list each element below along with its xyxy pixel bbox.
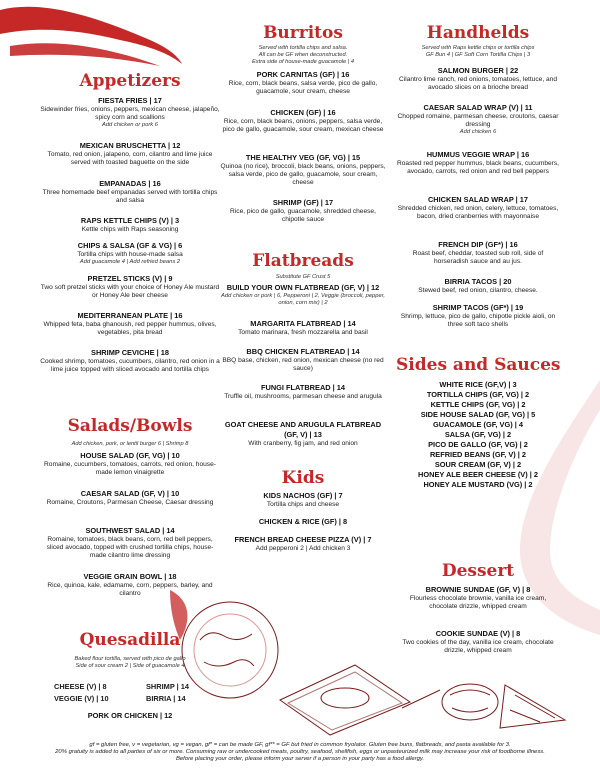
side-item: SALSA (GF, VG) | 2	[444, 430, 512, 439]
item-addon: Add chicken 6	[459, 129, 497, 136]
side-item: GUACAMOLE (GF, VG) | 4	[433, 420, 523, 429]
menu-item	[396, 277, 560, 295]
menu-item	[218, 108, 388, 134]
item-description: Roast beef, cheddar, toasted sub roll, side of horseradish sauce and au jus.	[412, 250, 544, 266]
item-description: Flourless chocolate brownie, vanilla ice cream, chocolate drizzle, whipped cream	[409, 595, 547, 611]
menu-item	[218, 535, 388, 553]
menu-item	[40, 451, 220, 477]
item-description: Tomato, red onion, jalapeno, corn, cilantro and lime juice served with toasted baguette on the side	[47, 151, 213, 167]
menu-item	[218, 420, 388, 448]
quesadilla-heading: Quesadilla	[79, 630, 181, 650]
item-description: Add pepperoni 2 | Add chicken 3	[255, 545, 351, 552]
item-description: Quinoa (no rice), broccoli, black beans, onions, peppers, salsa verde, pico de gallo, guacamole, sour cream, cheese	[220, 163, 386, 187]
item-addon: Add chicken or pork 6	[101, 122, 159, 129]
dessert-heading: Dessert	[441, 561, 515, 581]
item-name: BUILD YOUR OWN FLATBREAD (GF, V) | 12	[226, 283, 380, 292]
item-name: KIDS NACHOS (GF) | 7	[263, 491, 343, 500]
menu-item: CHEESE (V) | 8	[54, 682, 107, 691]
item-name: HUMMUS VEGGIE WRAP | 16	[426, 150, 530, 159]
menu-item	[40, 526, 220, 561]
menu-item	[396, 103, 560, 136]
menu-item	[40, 572, 220, 598]
food-illustrations	[170, 590, 590, 740]
dietary-legend: gf = gluten free, v = vegetarian, vg = vegan, gf* = can be made GF, gf** = GF but fried in common fryolator. Gluten free buns, flatbreads, and pasta available for 3.	[89, 742, 511, 748]
item-description: Truffle oil, mushrooms, parmesan cheese and arugula	[224, 393, 382, 400]
item-description: Whipped feta, baba ghanoush, red pepper hummus, olives, vegetables, pita bread	[43, 321, 217, 337]
menu-item	[396, 585, 560, 611]
item-name: CHIPS & SALSA (GF & VG) | 6	[77, 241, 183, 250]
item-name: FIESTA FRIES | 17	[98, 96, 162, 105]
menu-item	[396, 66, 560, 92]
side-item: SIDE HOUSE SALAD (GF, VG) | 5	[420, 410, 536, 419]
appetizers-heading: Appetizers	[79, 71, 181, 91]
menu-item: BIRRIA | 14	[146, 694, 186, 703]
item-name: PRETZEL STICKS (V) | 9	[87, 274, 173, 283]
menu-item	[218, 319, 388, 337]
item-name: GOAT CHEESE AND ARUGULA FLATBREAD (GF, V) | 13	[224, 420, 382, 439]
item-name: BROWNIE SUNDAE (GF, V) | 8	[425, 585, 531, 594]
item-description: Romaine, Croutons, Parmesan Cheese, Caesar dressing	[46, 499, 214, 506]
quesadilla-note-1: Baked flour tortilla, served with pico de gallo	[74, 656, 186, 662]
brush-swash-top-left	[0, 0, 190, 80]
item-name: FRENCH DIP (GF*) | 16	[438, 240, 518, 249]
menu-item: PORK OR CHICKEN | 12	[87, 711, 173, 720]
item-name: MEXICAN BRUSCHETTA | 12	[79, 141, 181, 150]
item-description: Rice, pico de gallo, guacamole, shredded cheese, chipotle sauce	[230, 208, 376, 224]
item-name: SALMON BURGER | 22	[437, 66, 519, 75]
menu-item	[396, 629, 560, 655]
menu-item	[218, 347, 388, 373]
item-addon: Add guacamole 4 | Add refried beans 2	[79, 259, 181, 266]
handhelds-note-1: Served with Raps kettle chips or tortilla chips	[421, 45, 535, 51]
menu-item	[40, 348, 220, 374]
item-name: BBQ CHICKEN FLATBREAD | 14	[246, 347, 360, 356]
side-item: KETTLE CHIPS (GF, VG) | 2	[430, 400, 526, 409]
item-description: Shrimp, lettuce, pico de gallo, chipotle pickle aioli, on three soft taco shells	[400, 313, 556, 329]
item-description: Chopped romaine, parmesan cheese, croutons, caesar dressing	[397, 113, 559, 129]
side-item: WHITE RICE (GF,V) | 3	[439, 380, 517, 389]
item-name: VEGGIE GRAIN BOWL | 18	[83, 572, 177, 581]
menu-item	[396, 303, 560, 329]
item-name: COOKIE SUNDAE (V) | 8	[435, 629, 521, 638]
menu-item	[396, 195, 560, 221]
menu-item	[40, 311, 220, 337]
menu-item	[40, 179, 220, 205]
item-name: FUNGI FLATBREAD | 14	[260, 383, 346, 392]
allergy-notice: Before placing your order, please inform your server if a person in your party has a food allergy.	[175, 756, 425, 763]
item-description: Tortilla chips and cheese	[266, 501, 340, 508]
item-description: Rice, corn, black beans, salsa verde, pico de gallo, guacamole, sour cream, cheese	[228, 80, 378, 96]
menu-item	[40, 489, 220, 507]
menu-item	[40, 216, 220, 234]
item-description: Roasted red pepper hummus, black beans, cucumbers, avocado, carrots, red onion and red bell peppers	[397, 160, 559, 176]
item-description: Romaine, cucumbers, tomatoes, carrots, red onion, house-made lemon vinaigrette	[44, 461, 216, 477]
item-name: PORK CARNITAS (GF) | 16	[256, 70, 350, 79]
item-name: EMPANADAS | 16	[99, 179, 161, 188]
kids-heading: Kids	[281, 468, 325, 488]
item-name: MEDITERRANEAN PLATE | 16	[77, 311, 183, 320]
item-description: Kettle chips with Raps seasoning	[81, 226, 179, 233]
item-description: Rice, quinoa, kale, edamame, corn, peppers, barley, and cilantro	[47, 582, 213, 598]
burritos-heading: Burritos	[263, 23, 343, 43]
footer-notes	[12, 742, 588, 764]
menu-item: SHRIMP | 14	[146, 682, 190, 691]
item-description: Two soft pretzel sticks with your choice of Honey Ale mustard or Honey Ale beer cheese	[40, 284, 220, 300]
item-name: SHRIMP (GF) | 17	[272, 198, 334, 207]
item-name: SOUTHWEST SALAD | 14	[85, 526, 175, 535]
side-item: SOUR CREAM (GF, V) | 2	[434, 460, 522, 469]
menu-item	[396, 240, 560, 266]
side-item: PICO DE GALLO (GF, VG) | 2	[428, 440, 528, 449]
item-name: RAPS KETTLE CHIPS (V) | 3	[80, 216, 180, 225]
menu-item	[40, 241, 220, 266]
item-name: CAESAR SALAD WRAP (V) | 11	[423, 103, 533, 112]
item-name: CHICKEN (GF) | 16	[270, 108, 336, 117]
item-name: MARGARITA FLATBREAD | 14	[250, 319, 356, 328]
menu-item	[40, 96, 220, 129]
item-description: Tomato marinara, fresh mozzarella and basil	[238, 329, 368, 336]
quesadilla-note-2: Side of sour cream 2 | Side of guacamole 4	[75, 663, 185, 669]
quesadilla-list-left	[54, 681, 109, 705]
item-description: Tortilla chips with house-made salsa	[77, 251, 183, 258]
item-description: With cranberry, fig jam, and red onion	[248, 440, 358, 447]
item-description: BBQ base, chicken, red onion, mexican cheese (no red sauce)	[222, 357, 384, 373]
item-addon: Add chicken or pork | 6, Pepperoni | 2, Veggie (broccoli, pepper, onion, corn mix) | 2	[221, 293, 385, 306]
flatbreads-note: Substitute GF Crust 5	[275, 274, 331, 280]
item-name: CAESAR SALAD (GF, V) | 10	[80, 489, 180, 498]
sides-list	[396, 380, 560, 490]
menu-item	[40, 274, 220, 300]
menu-item	[218, 383, 388, 401]
item-name: HOUSE SALAD (GF, VG) | 10	[80, 451, 180, 460]
item-name: SHRIMP CEVICHE | 18	[91, 348, 169, 357]
item-description: Romaine, tomatoes, black beans, corn, red bell peppers, sliced avocado, topped with crushed tortilla chips, house-made cilantro lime dressing	[46, 536, 214, 560]
salads-heading: Salads/Bowls	[67, 416, 193, 436]
item-description: Shredded chicken, red onion, celery, lettuce, tomatoes, bacon, dried cranberries with mayonnaise	[397, 205, 559, 221]
sides-heading: Sides and Sauces	[396, 355, 561, 375]
side-item: REFRIED BEANS (GF, V) | 2	[429, 450, 527, 459]
burritos-note-3: Extra side of house-made guacamole | 4	[251, 59, 354, 65]
handhelds-heading: Handhelds	[426, 23, 530, 43]
item-description: Three homemade beef empanadas served with tortilla chips and salsa	[42, 189, 218, 205]
menu-item	[218, 491, 388, 509]
burritos-note-1: Served with tortilla chips and salsa.	[258, 45, 348, 51]
flatbreads-heading: Flatbreads	[252, 251, 354, 271]
side-item: HONEY ALE BEER CHEESE (V) | 2	[418, 470, 538, 479]
item-name: FRENCH BREAD CHEESE PIZZA (V) | 7	[234, 535, 372, 544]
menu-item	[218, 517, 388, 527]
menu-item	[218, 153, 388, 188]
side-item: TORTILLA CHIPS (GF, VG) | 2	[426, 390, 530, 399]
menu-item: VEGGIE (V) | 10	[54, 694, 109, 703]
menu-item	[396, 150, 560, 176]
quesadilla-list-right	[146, 681, 189, 705]
side-item: HONEY ALE MUSTARD (VG) | 2	[423, 480, 533, 489]
item-description: Stewed beef, red onion, cilantro, cheese.	[418, 287, 538, 294]
item-description: Two cookies of the day, vanilla ice cream, chocolate drizzle, whipped cream	[402, 639, 554, 655]
item-name: SHRIMP TACOS (GF*) | 19	[432, 303, 524, 312]
item-name: THE HEALTHY VEG (GF, VG) | 15	[245, 153, 361, 162]
item-name: CHICKEN & RICE (GF) | 8	[258, 517, 348, 526]
item-description: Cooked shrimp, tomatoes, cucumbers, cilantro, red onion in a lime juice topped with sliced avocado and tortilla chips	[40, 358, 220, 374]
item-description: Cilantro lime ranch, red onions, tomatoes, lettuce, and avocado slices on a brioche bread	[399, 76, 557, 92]
menu-item	[40, 141, 220, 167]
item-description: Sidewinder fries, onions, peppers, mexican cheese, jalapeño, spicy corn and scallions	[40, 106, 220, 122]
item-name: BIRRIA TACOS | 20	[444, 277, 512, 286]
item-name: CHICKEN SALAD WRAP | 17	[427, 195, 529, 204]
menu-item	[218, 283, 388, 307]
burritos-note-2: All can be GF when deconstructed.	[258, 52, 348, 58]
gratuity-warning: 20% gratuity is added to all parties of six or more. Consuming raw or undercooked meats, poultry, seafood, shellfish, eggs or unpasteurized milk may increase your risk of foodborne illness.	[55, 749, 545, 756]
salads-note: Add chicken, pork, or lentil burger 6 | Shrimp 8	[71, 441, 189, 447]
menu-item	[218, 70, 388, 96]
menu-item	[218, 198, 388, 224]
handhelds-note-2: GF Bun 4 | GF Soft Corn Tortilla Chips | 3	[425, 52, 531, 58]
item-description: Rice, corn, black beans, onions, peppers, salsa verde, pico de gallo, guacamole, sour cream, mexican cheese	[222, 118, 384, 134]
